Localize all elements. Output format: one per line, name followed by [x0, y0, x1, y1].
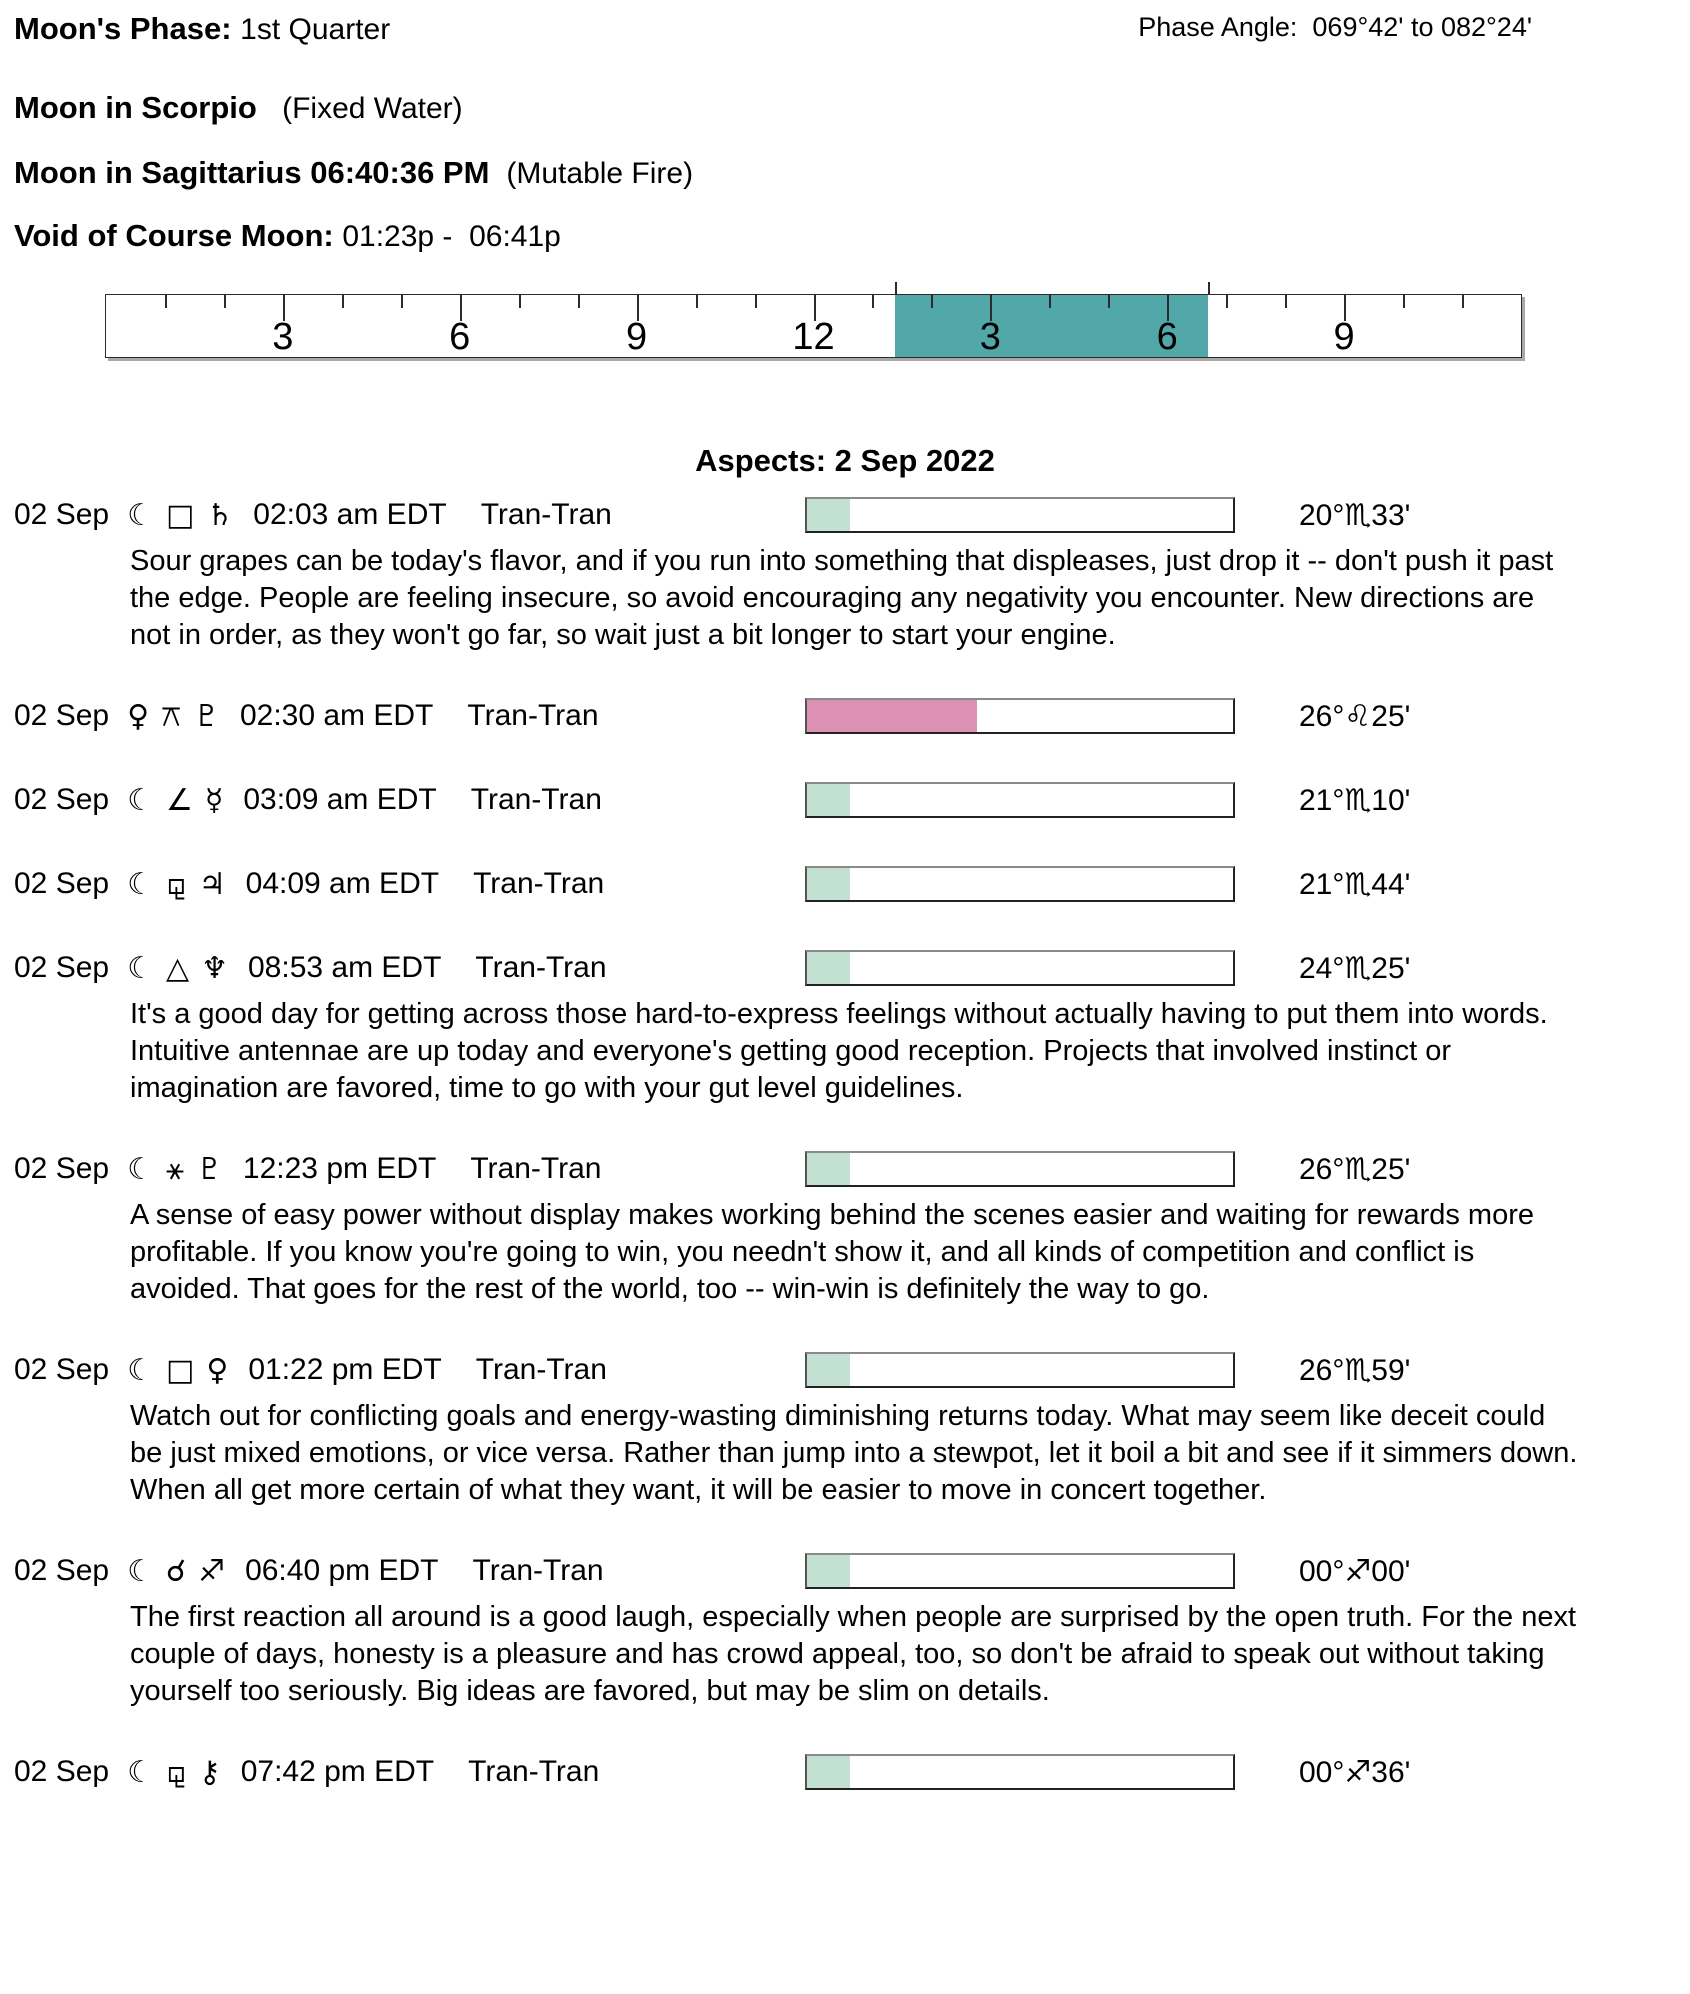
void-boundary-marker — [895, 282, 897, 295]
aspect-degree: 26°♏59' — [1299, 1353, 1411, 1387]
aspect-line — [14, 699, 805, 734]
aspect-degree: 24°♏25' — [1299, 951, 1411, 985]
aspect-type: Tran-Tran — [480, 498, 612, 531]
aspect-glyphs — [127, 1152, 235, 1187]
aspect-glyphs — [127, 1554, 237, 1589]
trine-aspect-icon: △ — [166, 950, 190, 986]
orb-progress-bar — [805, 1754, 1235, 1790]
aspect-list — [14, 493, 1690, 1794]
aspect-time: 12:23 pm EDT — [242, 1152, 437, 1185]
aspect-type: Tran-Tran — [473, 867, 605, 900]
aspect-row — [14, 1348, 1690, 1392]
aspect-degree: 21°♏44' — [1299, 867, 1411, 901]
aspect-glyphs — [127, 498, 245, 533]
pluto-icon: ♇ — [193, 698, 220, 734]
aspect-time: 01:22 pm EDT — [248, 1353, 442, 1386]
orb-progress-fill — [807, 952, 850, 984]
orb-progress-fill — [807, 700, 977, 732]
moon-icon: ☾ — [127, 1151, 154, 1187]
aspect-date: 02 Sep — [14, 1554, 110, 1587]
aspect-type: Tran-Tran — [472, 1554, 604, 1587]
aspect-time: 06:40 pm EDT — [245, 1554, 439, 1587]
hour-tick — [1285, 295, 1287, 308]
hour-label: 6 — [1156, 316, 1178, 358]
aspect-glyphs — [127, 783, 235, 818]
hour-tick — [342, 295, 344, 308]
aspect-line — [14, 1152, 805, 1187]
aspect-item — [14, 493, 1690, 654]
moon-icon: ☾ — [127, 497, 154, 533]
hour-tick — [696, 295, 698, 308]
aspect-row — [14, 778, 1690, 822]
aspect-time: 08:53 am EDT — [247, 951, 442, 984]
sagittarius-icon: ♐ — [198, 1553, 226, 1589]
saturn-icon: ♄ — [206, 497, 234, 533]
moon-icon: ☾ — [127, 1352, 154, 1388]
hour-tick — [1108, 295, 1110, 308]
aspect-row — [14, 694, 1690, 738]
aspect-date: 02 Sep — [14, 1353, 110, 1386]
moon-icon: ☾ — [127, 1754, 154, 1790]
orb-progress-fill — [807, 1555, 850, 1587]
aspect-item — [14, 694, 1690, 738]
moons-phase-label: Moon's Phase: — [14, 11, 241, 46]
void-of-course-value: 01:23p - 06:41p — [342, 220, 561, 253]
orb-progress-bar — [805, 950, 1235, 986]
aspect-description: It's a good day for getting across those hard-to-express feelings without actually having to put them into words. Intuitive antennae are up today and everyone's getting good reception. Projects that involved instinct or imagination are favored, time to go with your gut level guidelines. — [130, 998, 1548, 1104]
void-timeline-ruler — [105, 294, 1522, 358]
quincunx-aspect-icon: ⚻ — [161, 698, 182, 734]
moon-sign-current: Moon in Scorpio — [14, 90, 266, 125]
aspect-row — [14, 493, 1690, 537]
semisquare-aspect-icon: ∠ — [166, 782, 193, 818]
aspect-item — [14, 1147, 1690, 1308]
sesquiquadrate-aspect-icon: ⚼ — [166, 866, 187, 902]
aspect-date: 02 Sep — [14, 783, 110, 816]
hour-tick — [578, 295, 580, 308]
aspect-row — [14, 1549, 1690, 1593]
aspect-row — [14, 1750, 1690, 1794]
moon-sign-next-quality: (Mutable Fire) — [498, 157, 694, 190]
conjunction-aspect-icon: ☌ — [166, 1553, 187, 1589]
aspect-glyphs — [127, 951, 240, 986]
hour-label: 6 — [449, 316, 471, 358]
void-boundary-marker — [1208, 282, 1210, 295]
aspect-line — [14, 867, 805, 902]
orb-progress-bar — [805, 782, 1235, 818]
aspects-title: Aspects: 2 Sep 2022 — [695, 443, 995, 478]
hour-tick — [224, 295, 226, 308]
aspect-description: Watch out for conflicting goals and energy-wasting diminishing returns today. What may seem like deceit could be just mixed emotions, or vice versa. Rather than jump into a stewpot, let it boil a bit and see if it simmers down. When all get more certain of what they want, it will be easier to move in concert together. — [130, 1400, 1578, 1506]
sextile-aspect-icon: ⚹ — [166, 1151, 184, 1187]
aspect-type: Tran-Tran — [470, 1152, 602, 1185]
aspect-glyphs — [127, 699, 232, 734]
mercury-icon: ☿ — [204, 782, 224, 818]
orb-progress-fill — [807, 868, 850, 900]
aspect-degree: 21°♏10' — [1299, 783, 1411, 817]
hour-tick — [1226, 295, 1228, 308]
hour-tick — [1462, 295, 1464, 308]
moons-phase-value: 1st Quarter — [240, 13, 391, 46]
hour-tick — [519, 295, 521, 308]
neptune-icon: ♆ — [201, 950, 228, 986]
phase-angle-label: Phase Angle: — [1138, 12, 1313, 42]
square-aspect-icon: □ — [166, 1352, 195, 1388]
hour-tick — [401, 295, 403, 308]
venus-icon: ♀ — [206, 1352, 229, 1388]
aspect-description: The first reaction all around is a good laugh, especially when people are surprised by the open truth. For the next couple of days, honesty is a pleasure and has crowd appeal, too, so don't be afraid to speak out without taking yourself too seriously. Big ideas are favored, but may be slim on details. — [130, 1601, 1577, 1707]
aspect-description: Sour grapes can be today's flavor, and if you run into something that displeases, just drop it -- don't push it past the edge. People are feeling insecure, so avoid encouraging any negativity you encounter. New directions are not in order, as they won't go far, so wait just a bit longer to start your engine. — [130, 545, 1554, 651]
aspect-time: 04:09 am EDT — [245, 867, 440, 900]
aspect-glyphs — [127, 1755, 233, 1790]
aspect-type: Tran-Tran — [475, 951, 607, 984]
moon-icon: ☾ — [127, 782, 154, 818]
aspect-line — [14, 951, 805, 986]
moon-icon: ☾ — [127, 1553, 154, 1589]
venus-icon: ♀ — [127, 698, 150, 734]
aspect-item — [14, 1549, 1690, 1710]
hour-tick — [165, 295, 167, 308]
moon-sign-current-quality: (Fixed Water) — [265, 92, 463, 125]
aspect-type: Tran-Tran — [470, 783, 602, 816]
orb-progress-bar — [805, 1553, 1235, 1589]
jupiter-icon: ♃ — [198, 866, 226, 902]
hour-tick — [1049, 295, 1051, 308]
void-of-course-line — [14, 215, 1690, 258]
aspect-degree: 26°♌25' — [1299, 699, 1411, 733]
aspect-date: 02 Sep — [14, 699, 110, 732]
hour-tick — [755, 295, 757, 308]
orb-progress-fill — [807, 1756, 850, 1788]
aspect-degree: 00°♐36' — [1299, 1755, 1411, 1789]
aspect-time: 07:42 pm EDT — [240, 1755, 435, 1788]
aspect-type: Tran-Tran — [467, 699, 599, 732]
orb-progress-fill — [807, 1153, 850, 1185]
phase-angle-value: 069°42' to 082°24' — [1312, 12, 1532, 42]
hour-tick — [872, 295, 874, 308]
aspect-type: Tran-Tran — [475, 1353, 607, 1386]
aspect-item — [14, 946, 1690, 1107]
orb-progress-bar — [805, 698, 1235, 734]
aspect-date: 02 Sep — [14, 1152, 110, 1185]
sesquiquadrate-aspect-icon: ⚼ — [166, 1754, 187, 1790]
hour-label: 9 — [626, 316, 648, 358]
hour-tick — [1403, 295, 1405, 308]
aspect-item — [14, 778, 1690, 822]
aspect-time: 02:03 am EDT — [253, 498, 447, 531]
phase-angle — [1138, 12, 1532, 43]
hour-label: 9 — [1333, 316, 1355, 358]
pluto-icon: ♇ — [196, 1151, 223, 1187]
aspect-line — [14, 498, 805, 533]
aspect-row — [14, 1147, 1690, 1191]
aspect-degree: 26°♏25' — [1299, 1152, 1411, 1186]
aspect-time: 02:30 am EDT — [239, 699, 434, 732]
orb-progress-bar — [805, 1352, 1235, 1388]
aspect-date: 02 Sep — [14, 498, 110, 531]
moon-sign-next: Moon in Sagittarius 06:40:36 PM — [14, 155, 499, 190]
aspect-item — [14, 862, 1690, 906]
aspect-type: Tran-Tran — [468, 1755, 600, 1788]
aspect-line — [14, 1755, 805, 1790]
hour-label: 3 — [979, 316, 1001, 358]
aspect-line — [14, 1554, 805, 1589]
moon-sign-current-line — [14, 87, 1690, 130]
aspect-date: 02 Sep — [14, 867, 110, 900]
chiron-icon: ⚷ — [198, 1754, 221, 1790]
moon-icon: ☾ — [127, 950, 154, 986]
orb-progress-fill — [807, 499, 850, 531]
aspect-item — [14, 1348, 1690, 1509]
aspect-line — [14, 783, 805, 818]
orb-progress-fill — [807, 1354, 850, 1386]
aspect-item — [14, 1750, 1690, 1794]
hour-label: 12 — [792, 316, 835, 358]
orb-progress-bar — [805, 866, 1235, 902]
void-of-course-label: Void of Course Moon: — [14, 218, 343, 253]
aspect-row — [14, 862, 1690, 906]
hour-label: 3 — [272, 316, 294, 358]
moon-sign-next-line — [14, 152, 1690, 195]
hour-tick — [931, 295, 933, 308]
aspect-date: 02 Sep — [14, 951, 110, 984]
aspect-glyphs — [127, 867, 238, 902]
orb-progress-bar — [805, 1151, 1235, 1187]
orb-progress-bar — [805, 497, 1235, 533]
aspect-line — [14, 1353, 805, 1388]
aspect-description: A sense of easy power without display makes working behind the scenes easier and waiting for rewards more profitable. If you know you're going to win, you needn't show it, and all kinds of competition and conflict is avoided. That goes for the rest of the world, too -- win-win is definitely the way to go. — [130, 1199, 1535, 1305]
aspect-glyphs — [127, 1353, 240, 1388]
aspect-row — [14, 946, 1690, 990]
square-aspect-icon: □ — [166, 497, 195, 533]
aspect-date: 02 Sep — [14, 1755, 110, 1788]
aspect-time: 03:09 am EDT — [243, 783, 437, 816]
orb-progress-fill — [807, 784, 850, 816]
moon-icon: ☾ — [127, 866, 154, 902]
aspect-degree: 20°♏33' — [1299, 498, 1411, 532]
aspect-degree: 00°♐00' — [1299, 1554, 1411, 1588]
